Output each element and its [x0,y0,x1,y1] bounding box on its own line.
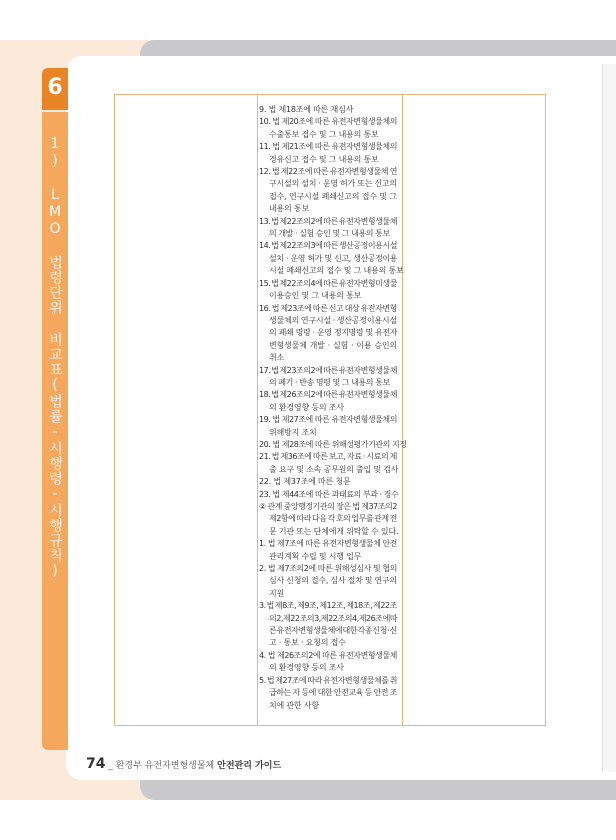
cell-text-line: 1. 법 제7조에 따른 유전자변형생물체 안전 [259,539,397,549]
cell-text-line: 관리계획 수립 및 시행 업무 [269,551,362,561]
cell-text-line: 의 환경영향 등의 조사 [269,402,344,412]
cell-text-line: 급하는 자 등에 대한 안전교육 등 안전 조 [269,688,397,698]
cell-text-line: 2. 법 제7조의2에 따른 위해성심사 및 협의 [259,564,397,574]
cell-text-line: 지원 [269,588,285,598]
cell-text-line: 접수, 연구시설 폐쇄신고의 접수 및 그 [269,191,397,201]
cell-text-line: ② 관계 중앙행정기관의 장은 법 제37조의2 [259,502,397,511]
cell-text-line: 위해방지 조치 [269,427,317,437]
cell-text-line: 11. 법 제21조에 따른 유전자변형생물체의 [259,142,397,152]
page-footer [86,756,281,776]
cell-text-line: 수출통보 접수 및 그 내용의 통보 [269,129,379,139]
footer-publisher: 환경부 [115,761,142,771]
cell-text-line: 른 유전자변형생물체에 대한 각종 신청 · 신 [269,626,397,636]
cell-text-line: 고 · 통보 · 요청의 접수 [269,638,346,648]
cell-text-line: 문 기관 또는 단체에게 위탁할 수 있다. [269,526,399,536]
cell-text-line: 의 폐기 · 반송 명령 및 그 내용의 통보 [269,377,390,387]
cell-text-line: 22. 법 제37조에 따른 청문 [259,477,351,487]
cell-text-line: 10. 법 제20조에 따른 유전자변형생물체의 [259,117,397,127]
cell-text-line: 생물체의 연구시설 · 생산공정이용시설 [269,315,397,325]
footer-guide-name: 유전자변형생물체 [144,761,215,771]
cell-text-line: 출 요구 및 소속 공무원의 출입 및 검사 [269,464,399,474]
cell-text-line: 경유신고 접수 및 그 내용의 통보 [269,154,379,164]
cell-text-line: 20. 법 제28조에 따른 위해성평가기관의 지정 [259,439,407,449]
cell-text-line: 이용승인 및 그 내용의 통보 [269,291,362,301]
cell-text-line: 구시설의 설치 · 운영 허가 또는 신고의 [269,179,397,189]
cell-text-line: 내용의 통보 [269,204,309,214]
table-column-divider [402,95,403,725]
cell-text-line: 19. 법 제27조에 따른 유전자변형생물체의 [259,415,397,425]
cell-text-line: 취소 [269,353,285,363]
cell-text-line: 3. 법 제8조, 제9조, 제12조, 제18조, 제22조 [259,601,397,611]
footer-separator: _ [108,761,113,771]
cell-text-line: 21. 법 제36조에 따른 보고, 자료 · 시료의 제 [259,452,397,462]
cell-text-line: 변형생물체 개발 · 실험 · 이용 승인의 [269,340,397,350]
cell-text-line: 의 폐쇄 명령 · 운영 정지명령 및 유전자 [269,328,397,338]
table-column-divider [257,95,258,725]
cell-text-line: 의 개발 · 실험 승인 및 그 내용의 통보 [269,229,390,239]
cell-text-line: 설치 · 운영 허가 및 신고, 생산공정이용 [269,253,397,263]
chapter-number: 6 [47,75,63,100]
cell-text-line: 15. 법 제22조의4에 따른 유전자변형미생물 [259,278,397,288]
cell-text-line: 17. 법 제23조의2에 따른 유전자변형생물체 [259,365,397,375]
cell-text-line: 시설 폐쇄신고의 접수 및 그 내용의 통보 [269,266,404,276]
cell-text-line: 16. 법 제23조에 따른 신고 대상 유전자변형 [259,303,397,313]
section-side-title: 1) LMO 법령단위 비교표(법률-시행령-시행규칙) [47,136,63,580]
cell-text-line: 의 환경영향 등의 조사 [269,663,344,673]
cell-text-line: 14. 법 제22조의3에 따른 생산공정이용시설 [259,241,397,251]
cell-text-line: 12. 법 제22조에 따른 유전자변형생물체 연 [259,167,397,177]
page-number: 74 [86,756,106,772]
cell-text-line: 18. 법 제26조의2에 따른 유전자변형생물체 [259,390,397,400]
cell-text-line: 5. 법 제27조에 따라 유전자변형생물체를 취 [259,675,397,685]
cell-text-line: 의2, 제22조의3, 제22조의4, 제26조에 따 [269,613,398,623]
cell-text-line: 심사 신청의 접수, 심사 절차 및 연구의 [269,576,397,586]
cell-text-line: 치에 관한 사항 [269,700,319,710]
cell-text-line: 제2항에 따라 다음 각 호의 업무를 관계 전 [269,514,397,524]
table-cell-enforcement-decree [259,104,407,712]
cell-text-line: 23. 법 제44조에 따른 과태료의 부과 · 징수 [259,489,399,499]
cell-text-line: 4. 법 제26조의2에 따른 유전자변형생물체 [259,650,397,660]
cell-text-line: 13. 법 제22조의2에 따른 유전자변형생물체 [259,216,397,226]
footer-guide-suffix: 안전관리 가이드 [217,761,282,771]
page-edge [602,64,616,772]
cell-text-line: 9. 법 제18조에 따른 재심사 [259,105,354,114]
